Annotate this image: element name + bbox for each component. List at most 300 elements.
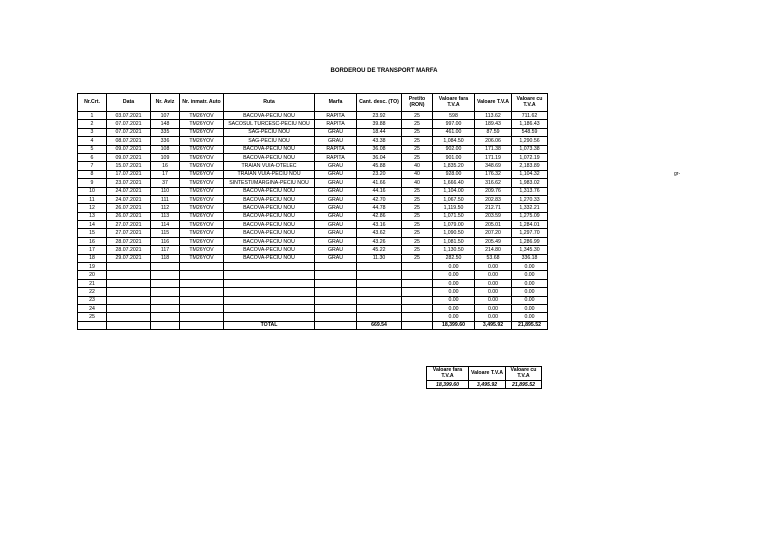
- table-cell: 0.00: [475, 313, 512, 321]
- total-cell: 3,495.92: [475, 321, 512, 329]
- transport-table: [77, 93, 548, 330]
- table-cell: [315, 263, 357, 271]
- table-cell: 1,067.50: [433, 195, 475, 203]
- table-cell: TM26YOV: [180, 212, 224, 220]
- table-cell: 28.07.2021: [107, 246, 151, 254]
- table-cell: 42.86: [357, 212, 402, 220]
- table-cell: 28.07.2021: [107, 237, 151, 245]
- table-cell: 27.07.2021: [107, 229, 151, 237]
- table-cell: 25: [402, 187, 433, 195]
- table-row: [78, 112, 548, 120]
- column-header: Nr. inmatr. Auto: [180, 94, 224, 112]
- table-cell: 1,284.01: [512, 221, 548, 229]
- table-row: [78, 212, 548, 220]
- table-cell: 1,313.76: [512, 187, 548, 195]
- table-cell: 1,119.50: [433, 204, 475, 212]
- table-cell: 202.83: [475, 195, 512, 203]
- table-cell: 0.00: [433, 313, 475, 321]
- table-cell: [357, 304, 402, 312]
- column-header: Nr. Aviz: [151, 94, 180, 112]
- table-cell: [402, 263, 433, 271]
- table-cell: 16: [151, 162, 180, 170]
- table-cell: 207.20: [475, 229, 512, 237]
- table-cell: 206.06: [475, 137, 512, 145]
- table-cell: SINTESTI/MARGINA-PECIU NOU: [224, 179, 315, 187]
- table-cell: 1,104.00: [433, 187, 475, 195]
- table-cell: 08.07.2021: [107, 137, 151, 145]
- table-cell: 43.26: [357, 237, 402, 245]
- table-cell: 6: [78, 153, 107, 161]
- table-cell: 53.68: [475, 254, 512, 262]
- summary-header-row: [427, 367, 542, 381]
- table-cell: 39.88: [357, 120, 402, 128]
- table-cell: 1,071.50: [433, 212, 475, 220]
- table-cell: 4: [78, 137, 107, 145]
- table-cell: BACOVA-PECIU NOU: [224, 229, 315, 237]
- table-cell: 40: [402, 170, 433, 178]
- table-cell: [180, 279, 224, 287]
- table-cell: [107, 271, 151, 279]
- table-row: [78, 279, 548, 287]
- table-cell: GRAU: [315, 128, 357, 136]
- total-empty-cell: [107, 321, 151, 329]
- total-cell: 669.54: [357, 321, 402, 329]
- table-cell: [402, 279, 433, 287]
- table-cell: 0.00: [512, 279, 548, 287]
- table-cell: 24.07.2021: [107, 187, 151, 195]
- column-header: Marfa: [315, 94, 357, 112]
- table-cell: [315, 288, 357, 296]
- table-row: [78, 254, 548, 262]
- table-cell: 09.07.2021: [107, 145, 151, 153]
- table-cell: 25: [402, 195, 433, 203]
- table-cell: 107: [151, 112, 180, 120]
- table-cell: 928.00: [433, 170, 475, 178]
- table-cell: [224, 279, 315, 287]
- total-empty-cell: [180, 321, 224, 329]
- table-cell: [357, 263, 402, 271]
- table-cell: 40: [402, 162, 433, 170]
- table-cell: 1,835.20: [433, 162, 475, 170]
- table-cell: 1,186.43: [512, 120, 548, 128]
- table-cell: 461.00: [433, 128, 475, 136]
- total-empty-cell: [315, 321, 357, 329]
- table-cell: 26.07.2021: [107, 212, 151, 220]
- summary-value: 21,895.52: [506, 381, 542, 389]
- table-cell: 25: [402, 128, 433, 136]
- table-row: [78, 179, 548, 187]
- table-cell: 9: [78, 179, 107, 187]
- table-cell: 1,290.56: [512, 137, 548, 145]
- table-cell: 24: [78, 304, 107, 312]
- table-cell: [180, 296, 224, 304]
- table-cell: 0.00: [512, 296, 548, 304]
- table-cell: [107, 263, 151, 271]
- table-cell: [224, 288, 315, 296]
- table-cell: SAG-PECIU NOU: [224, 128, 315, 136]
- table-row: [78, 313, 548, 321]
- table-cell: 1,079.00: [433, 221, 475, 229]
- table-row: [78, 170, 548, 178]
- table-cell: 902.00: [433, 145, 475, 153]
- table-cell: TM26YOV: [180, 162, 224, 170]
- table-cell: [151, 313, 180, 321]
- table-cell: [402, 296, 433, 304]
- column-header: Valoare cu T.V.A: [512, 94, 548, 112]
- table-cell: 15: [78, 229, 107, 237]
- table-row: [78, 204, 548, 212]
- table-cell: 24.07.2021: [107, 195, 151, 203]
- table-cell: 108: [151, 145, 180, 153]
- table-cell: 0.00: [512, 304, 548, 312]
- table-cell: GRAU: [315, 179, 357, 187]
- table-cell: 10: [78, 187, 107, 195]
- table-cell: 23.07.2021: [107, 179, 151, 187]
- table-cell: GRAU: [315, 254, 357, 262]
- column-header: Cant. desc. (TO): [357, 94, 402, 112]
- table-row: [78, 195, 548, 203]
- table-cell: 25: [402, 145, 433, 153]
- table-cell: 23: [78, 296, 107, 304]
- table-cell: 0.00: [475, 263, 512, 271]
- table-cell: 109: [151, 153, 180, 161]
- table-cell: BACOVA-PECIU NOU: [224, 221, 315, 229]
- total-cell: 18,399.60: [433, 321, 475, 329]
- table-cell: [224, 271, 315, 279]
- table-cell: 25: [402, 237, 433, 245]
- table-cell: BACOVA-PECIU NOU: [224, 254, 315, 262]
- table-cell: SAG-PECIU NOU: [224, 137, 315, 145]
- table-cell: 113: [151, 212, 180, 220]
- table-cell: 45.88: [357, 162, 402, 170]
- table-cell: 209.76: [475, 187, 512, 195]
- table-cell: [402, 304, 433, 312]
- table-cell: RAPITA: [315, 120, 357, 128]
- table-cell: 42.70: [357, 195, 402, 203]
- table-cell: 11: [78, 195, 107, 203]
- table-cell: 1: [78, 112, 107, 120]
- table-cell: GRAU: [315, 162, 357, 170]
- table-cell: 20: [78, 271, 107, 279]
- table-cell: GRAU: [315, 170, 357, 178]
- summary-value: 3,495.92: [469, 381, 506, 389]
- table-cell: [151, 296, 180, 304]
- table-cell: GRAU: [315, 137, 357, 145]
- table-cell: [402, 288, 433, 296]
- table-cell: 2,183.89: [512, 162, 548, 170]
- table-cell: 112: [151, 204, 180, 212]
- table-cell: 111: [151, 195, 180, 203]
- table-cell: 1,983.02: [512, 179, 548, 187]
- table-cell: 25: [402, 229, 433, 237]
- table-cell: 0.00: [475, 304, 512, 312]
- table-cell: TRAIAN VUIA-OTELEC: [224, 162, 315, 170]
- table-cell: TM26YOV: [180, 195, 224, 203]
- table-cell: 1,130.50: [433, 246, 475, 254]
- table-cell: [315, 313, 357, 321]
- table-cell: 1,332.21: [512, 204, 548, 212]
- column-header: Valoare T.V.A: [475, 94, 512, 112]
- table-cell: RAPITA: [315, 112, 357, 120]
- table-cell: [107, 313, 151, 321]
- table-cell: BACOVA-PECIU NOU: [224, 246, 315, 254]
- table-cell: 711.62: [512, 112, 548, 120]
- table-cell: TM26YOV: [180, 246, 224, 254]
- table-cell: 15.07.2021: [107, 162, 151, 170]
- table-cell: 316.62: [475, 179, 512, 187]
- table-cell: [315, 279, 357, 287]
- table-cell: [151, 288, 180, 296]
- table-cell: 07.07.2021: [107, 128, 151, 136]
- table-cell: TM26YOV: [180, 170, 224, 178]
- column-header: Pret/to (RON): [402, 94, 433, 112]
- table-cell: 18: [78, 254, 107, 262]
- table-cell: 0.00: [512, 263, 548, 271]
- table-cell: GRAU: [315, 229, 357, 237]
- table-cell: TM26YOV: [180, 187, 224, 195]
- table-cell: 0.00: [433, 296, 475, 304]
- table-cell: 0.00: [433, 271, 475, 279]
- table-row: [78, 237, 548, 245]
- table-cell: 548.59: [512, 128, 548, 136]
- table-cell: 18.44: [357, 128, 402, 136]
- table-cell: 14: [78, 221, 107, 229]
- table-cell: 26.07.2021: [107, 204, 151, 212]
- table-cell: 148: [151, 120, 180, 128]
- table-cell: [357, 313, 402, 321]
- table-cell: [357, 288, 402, 296]
- table-cell: 1,345.30: [512, 246, 548, 254]
- table-cell: [151, 271, 180, 279]
- table-row: [78, 229, 548, 237]
- table-cell: 117: [151, 246, 180, 254]
- table-cell: 5: [78, 145, 107, 153]
- total-empty-cell: [402, 321, 433, 329]
- table-cell: 0.00: [475, 279, 512, 287]
- table-cell: GRAU: [315, 246, 357, 254]
- table-row: [78, 137, 548, 145]
- summary-header: Valoare cu T.V.A: [506, 367, 542, 381]
- table-cell: TM26YOV: [180, 153, 224, 161]
- table-row: [78, 263, 548, 271]
- table-cell: GRAU: [315, 237, 357, 245]
- table-cell: 348.69: [475, 162, 512, 170]
- table-cell: [224, 313, 315, 321]
- table-cell: BACOVA-PECIU NOU: [224, 145, 315, 153]
- table-cell: 0.00: [475, 271, 512, 279]
- table-cell: 1,275.09: [512, 212, 548, 220]
- table-cell: TM26YOV: [180, 145, 224, 153]
- table-row: [78, 120, 548, 128]
- table-cell: 7: [78, 162, 107, 170]
- table-cell: 171.38: [475, 145, 512, 153]
- table-cell: 23.20: [357, 170, 402, 178]
- table-cell: 43.16: [357, 221, 402, 229]
- table-cell: TM26YOV: [180, 237, 224, 245]
- table-row: [78, 304, 548, 312]
- table-row: [78, 221, 548, 229]
- table-cell: 40: [402, 179, 433, 187]
- table-cell: 41.66: [357, 179, 402, 187]
- table-cell: 118: [151, 254, 180, 262]
- table-cell: BACOVA-PECIU NOU: [224, 112, 315, 120]
- table-cell: BACOVA-PECIU NOU: [224, 212, 315, 220]
- table-cell: 116: [151, 237, 180, 245]
- table-cell: [224, 263, 315, 271]
- total-empty-cell: [151, 321, 180, 329]
- table-row: [78, 153, 548, 161]
- table-cell: 25: [402, 212, 433, 220]
- table-cell: TM26YOV: [180, 221, 224, 229]
- table-cell: TM26YOV: [180, 179, 224, 187]
- table-cell: 36.08: [357, 145, 402, 153]
- table-row: [78, 296, 548, 304]
- table-cell: 09.07.2021: [107, 153, 151, 161]
- table-cell: [180, 263, 224, 271]
- table-cell: 336: [151, 137, 180, 145]
- total-cell: TOTAL: [224, 321, 315, 329]
- table-row: [78, 288, 548, 296]
- table-cell: 19: [78, 263, 107, 271]
- table-cell: 11.30: [357, 254, 402, 262]
- table-cell: 25: [402, 112, 433, 120]
- table-cell: 1,104.32: [512, 170, 548, 178]
- table-cell: 1,081.50: [433, 237, 475, 245]
- table-cell: 114: [151, 221, 180, 229]
- table-cell: [224, 304, 315, 312]
- table-cell: 901.00: [433, 153, 475, 161]
- table-cell: 25: [402, 137, 433, 145]
- table-cell: 0.00: [475, 296, 512, 304]
- table-cell: 203.59: [475, 212, 512, 220]
- table-cell: 37: [151, 179, 180, 187]
- table-row: [78, 187, 548, 195]
- table-cell: TM26YOV: [180, 229, 224, 237]
- table-cell: GRAU: [315, 195, 357, 203]
- table-cell: 171.19: [475, 153, 512, 161]
- table-body: [78, 112, 548, 330]
- table-cell: 335: [151, 128, 180, 136]
- table-cell: 17: [151, 170, 180, 178]
- total-cell: 21,895.52: [512, 321, 548, 329]
- table-cell: GRAU: [315, 221, 357, 229]
- table-cell: RAPITA: [315, 145, 357, 153]
- table-cell: 1,084.50: [433, 137, 475, 145]
- table-cell: [315, 304, 357, 312]
- table-cell: 23.92: [357, 112, 402, 120]
- table-row: [78, 271, 548, 279]
- table-cell: 0.00: [512, 271, 548, 279]
- table-cell: GRAU: [315, 187, 357, 195]
- table-cell: [315, 271, 357, 279]
- table-cell: 25: [402, 120, 433, 128]
- table-cell: 29.07.2021: [107, 254, 151, 262]
- table-cell: 282.50: [433, 254, 475, 262]
- table-row: [78, 246, 548, 254]
- table-cell: BACOVA-PECIU NOU: [224, 237, 315, 245]
- table-cell: 45.22: [357, 246, 402, 254]
- table-cell: RAPITA: [315, 153, 357, 161]
- table-cell: [315, 296, 357, 304]
- table-cell: 0.00: [433, 288, 475, 296]
- table-cell: TM26YOV: [180, 254, 224, 262]
- table-cell: 07.07.2021: [107, 120, 151, 128]
- table-cell: TRAIAN VUIA-PECIU NOU: [224, 170, 315, 178]
- table-header-row: [78, 94, 548, 112]
- column-header: Valoare fara T.V.A: [433, 94, 475, 112]
- table-cell: 598: [433, 112, 475, 120]
- table-cell: 205.49: [475, 237, 512, 245]
- table-cell: 44.16: [357, 187, 402, 195]
- summary-header: Valoare T.V.A: [469, 367, 506, 381]
- table-cell: 189.43: [475, 120, 512, 128]
- summary-table: [426, 366, 542, 389]
- table-cell: BACOVA-PECIU NOU: [224, 187, 315, 195]
- column-header: Data: [107, 94, 151, 112]
- table-cell: 1,270.33: [512, 195, 548, 203]
- table-cell: 22: [78, 288, 107, 296]
- table-cell: [180, 313, 224, 321]
- table-cell: 17.07.2021: [107, 170, 151, 178]
- total-empty-cell: [78, 321, 107, 329]
- table-cell: 25: [402, 204, 433, 212]
- table-cell: 87.59: [475, 128, 512, 136]
- table-cell: [180, 304, 224, 312]
- table-cell: 110: [151, 187, 180, 195]
- table-cell: [151, 279, 180, 287]
- table-cell: 336.18: [512, 254, 548, 262]
- table-cell: [107, 279, 151, 287]
- table-cell: [151, 304, 180, 312]
- table-cell: 0.00: [475, 288, 512, 296]
- table-cell: [107, 296, 151, 304]
- table-cell: 44.78: [357, 204, 402, 212]
- table-cell: 21: [78, 279, 107, 287]
- table-cell: [357, 271, 402, 279]
- column-header: Nr.Crt.: [78, 94, 107, 112]
- table-cell: [402, 313, 433, 321]
- table-cell: 43.62: [357, 229, 402, 237]
- table-cell: [107, 304, 151, 312]
- table-row: [78, 128, 548, 136]
- table-cell: BACOVA-PECIU NOU: [224, 204, 315, 212]
- table-cell: GRAU: [315, 204, 357, 212]
- table-cell: TM26YOV: [180, 120, 224, 128]
- total-row: [78, 321, 548, 329]
- table-cell: 0.00: [433, 304, 475, 312]
- table-cell: 113.62: [475, 112, 512, 120]
- table-cell: TM26YOV: [180, 112, 224, 120]
- table-cell: 16: [78, 237, 107, 245]
- table-cell: 25: [402, 254, 433, 262]
- table-cell: 25: [402, 221, 433, 229]
- table-cell: 8: [78, 170, 107, 178]
- table-cell: TM26YOV: [180, 137, 224, 145]
- table-cell: 36.04: [357, 153, 402, 161]
- table-cell: 27.07.2021: [107, 221, 151, 229]
- table-cell: [357, 279, 402, 287]
- table-row: [78, 162, 548, 170]
- table-cell: 205.01: [475, 221, 512, 229]
- table-cell: TM26YOV: [180, 204, 224, 212]
- table-cell: BACOVA-PECIU NOU: [224, 195, 315, 203]
- table-cell: 13: [78, 212, 107, 220]
- column-header: Ruta: [224, 94, 315, 112]
- table-cell: 0.00: [433, 279, 475, 287]
- table-cell: BACOVA-PECIU NOU: [224, 153, 315, 161]
- table-cell: 3: [78, 128, 107, 136]
- table-cell: [180, 271, 224, 279]
